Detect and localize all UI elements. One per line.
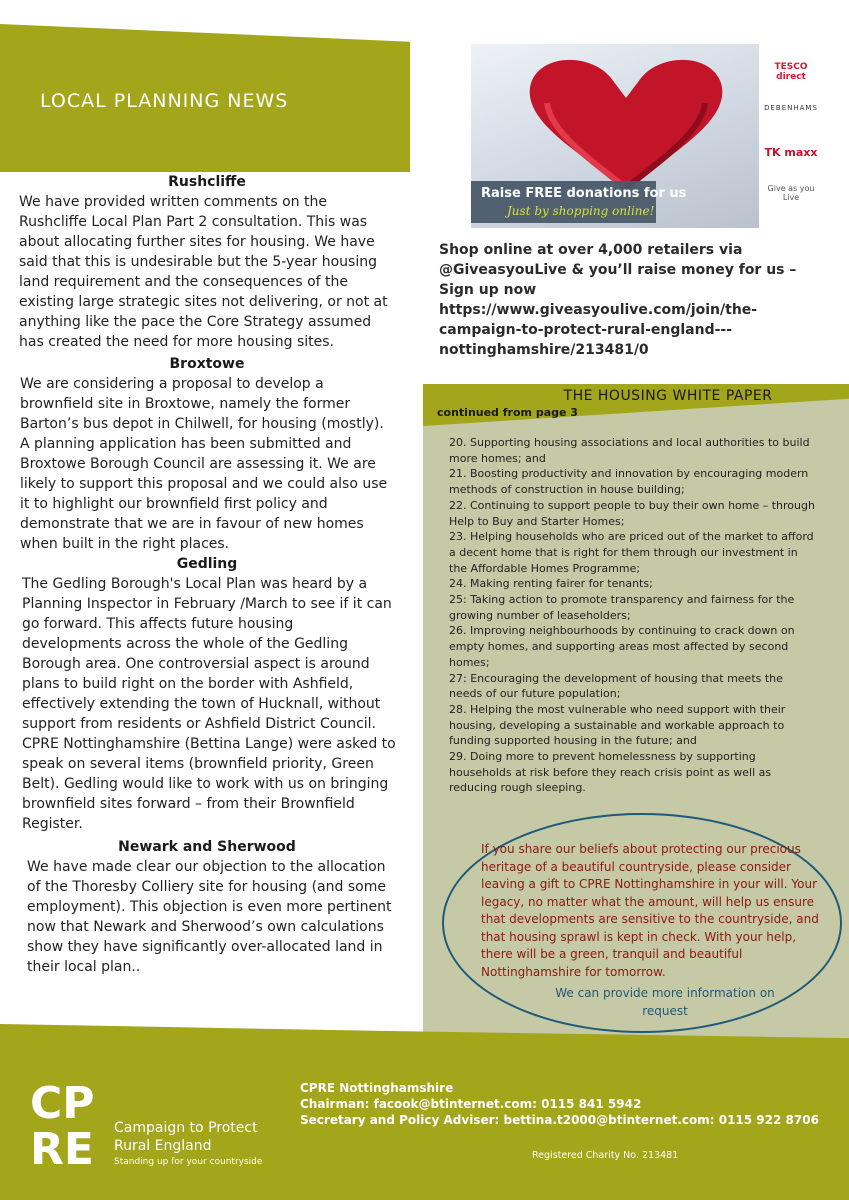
- chairman-contact[interactable]: Chairman: facook@btinternet.com: 0115 841 5942: [300, 1097, 642, 1111]
- tkmaxx-logo: TK maxx: [764, 146, 818, 159]
- contact-block: [300, 1080, 819, 1128]
- debenhams-logo: DEBENHAMS: [764, 104, 818, 112]
- list-item: 25: Taking action to promote transparency and fairness for the growing number of leaseholders;: [449, 593, 795, 622]
- white-paper-list: [449, 435, 819, 796]
- give-as-you-live-logo: Give as you Live: [767, 184, 815, 202]
- section-heading-newark: Newark and Sherwood: [118, 839, 296, 855]
- panel-title: THE HOUSING WHITE PAPER: [563, 388, 773, 404]
- page-title: LOCAL PLANNING NEWS: [40, 90, 289, 112]
- planning-news-column: [18, 172, 396, 977]
- secretary-contact[interactable]: Secretary and Policy Adviser: bettina.t2000@btinternet.com: 0115 922 8706: [300, 1113, 819, 1127]
- section-heading-gedling: Gedling: [176, 556, 238, 572]
- continued-note: continued from page 3: [437, 406, 578, 419]
- section-body-broxtowe: We are considering a proposal to develop a brownfield site in Broxtowe, namely the former Barton’s bus depot in Chilwell, for housing (mostly). A planning application has been submitted and Broxtowe Borough Council are assessing it. We are likely to support this proposal and we could also use it to highlight our brownfield first policy and demonstrate that we are in favour of new homes when built in the right places.: [20, 376, 388, 552]
- list-item: 23. Helping households who are priced out of the market to afford a decent home that is right for them through our investment in the Affordable Homes Programme;: [449, 530, 814, 575]
- advert-banner-line2: Just by shopping online!: [507, 204, 655, 218]
- list-item: 26. Improving neighbourhoods by continuing to crack down on empty homes, and supporting areas most affected by second homes;: [449, 624, 795, 669]
- charity-number: Registered Charity No. 213481: [532, 1150, 679, 1161]
- advert-banner-line1: Raise FREE donations for us: [481, 186, 687, 201]
- give-as-you-live-advert[interactable]: [471, 44, 823, 228]
- list-item: 21. Boosting productivity and innovation by encouraging modern methods of construction in house building;: [449, 467, 809, 497]
- list-item: 24. Making renting fairer for tenants;: [449, 577, 653, 591]
- gloved-heart-icon: [511, 48, 741, 198]
- logo-line1: Campaign to Protect: [114, 1120, 258, 1136]
- legacy-contact: We can provide more information on request: [555, 986, 775, 1018]
- list-item: 29. Doing more to prevent homelessness by supporting households at risk before they reach crisis point as well as reducing rough sleeping.: [449, 750, 772, 795]
- list-item: 22. Continuing to support people to buy their own home – through Help to Buy and Starter Homes;: [449, 498, 815, 528]
- logo-tagline: Standing up for your countryside: [114, 1157, 263, 1167]
- section-heading-rushcliffe: Rushcliffe: [168, 174, 246, 190]
- list-item: 27: Encouraging the development of housing that meets the needs of our future population;: [449, 671, 783, 701]
- list-item: 20. Supporting housing associations and local authorities to build more homes; and: [449, 436, 810, 465]
- svg-text:CP: CP: [30, 1078, 95, 1129]
- section-body-newark: We have made clear our objection to the allocation of the Thoresby Colliery site for housing (and some employment). This objection is even more pertinent now that Newark and Sherwood’s own calculations show they have significantly over-allocated land in their local plan..: [27, 859, 392, 975]
- tesco-logo: TESCO direct: [774, 62, 808, 82]
- section-body-gedling: The Gedling Borough's Local Plan was heard by a Planning Inspector in February /March to see if it can go forward. This affects future housing developments across the whole of the Gedling Borough area. One controversial aspect is around plans to build right on the border with Ashfield, effectively extending the town of Hucknall, without support from residents or Ashfield District Council. CPRE Nottinghamshire (Bettina Lange) were asked to speak on several items (brownfield priority, Green Belt). Gedling would like to work with us on bringing brownfield sites forward – from their Brownfield Register.: [22, 576, 396, 832]
- section-heading-broxtowe: Broxtowe: [169, 356, 245, 372]
- org-name: CPRE Nottinghamshire: [300, 1081, 454, 1095]
- legacy-text: If you share our beliefs about protecting our precious heritage of a beautiful countryside, please consider leaving a gift to CPRE Nottinghamshire in your will. Your legacy, no matter what the amount, will help us ensure that developments are sensitive to the countryside, and that housing sprawl is kept in check. With your help, there will be a green, tranquil and beautiful Nottinghamshire for tomorrow.: [481, 842, 819, 979]
- list-item: 28. Helping the most vulnerable who need support with their housing, developing a sustainable and workable approach to funding supported housing in the future; and: [449, 702, 786, 748]
- cpre-logo-icon: [30, 1078, 108, 1168]
- svg-text:RE: RE: [30, 1124, 94, 1168]
- shop-online-text: Shop online at over 4,000 retailers via @GiveasyouLive & you’ll raise money for us – Sign up now https://www.giveasyoulive.com/join/the-campaign-to-protect-rural-england---nottinghamshire/213481/0: [439, 242, 797, 358]
- section-body-rushcliffe: We have provided written comments on the Rushcliffe Local Plan Part 2 consultation. This was about allocating further sites for housing. We have said that this is undesirable but the 5-year housing land requirement and the consequences of the existing large strategic sites not delivering, or not at anything like the pace the Core Strategy assumed has created the need for more housing sites.: [19, 194, 388, 350]
- retailer-logos: [759, 44, 823, 228]
- logo-line2: Rural England: [114, 1138, 212, 1154]
